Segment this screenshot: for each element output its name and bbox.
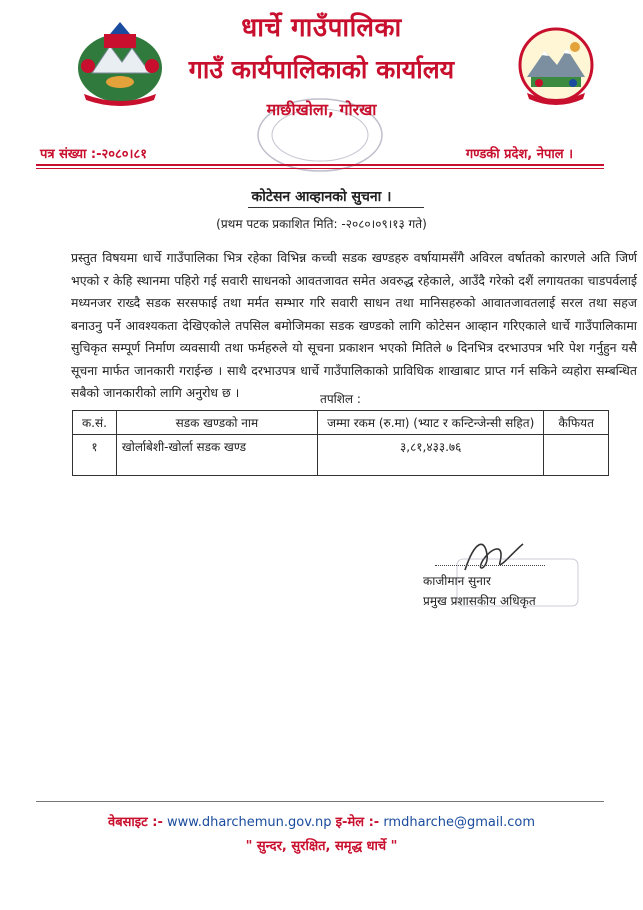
website-link[interactable]: www.dharchemun.gov.np bbox=[167, 815, 332, 830]
footer-contact bbox=[0, 812, 643, 830]
quotation-table bbox=[72, 410, 609, 476]
notice-body: प्रस्तुत विषयमा धार्चे गाउँपालिका भित्र रहेका विभिन्न कच्ची सडक खण्डहरु वर्षायामसँगै अविरल वर्षातको कारणले अति जिर्ण भएको र केहि स्थानमा पहिरो गई सवारी साधनको आवतजावत समेत अवरुद्ध रहेकाले, आउँदै गरेको दशैं लगायतका चाडपर्वलाई मध्यनजर राख्दै सडक सरसफाई तथा मर्मत सम्भार गरि सवारी साधन तथा मानिसहरुको आवातजावतलाई सरल तथा सहज बनाउनु पर्ने आवश्यकता देखिएकोले तपसिल बमोजिमका सडक खण्डको लागि कोटेसन आव्हान गरिएकाले धार्चे गाउँपालिकामा सुचिकृत सम्पूर्ण निर्माण व्यवसायी तथा फर्महरुले यो सूचना प्रकाशन भएको मितिले ७ दिनभित्र दरभाउपत्र भरि पेश गर्नुहुन यसै सूचना मार्फत जानकारी गराईन्छ । साथै दरभाउपत्र धार्चे गाउँपालिकाको प्राविधिक शाखाबाट प्राप्त गर्न सकिने व्यहोरा सम्बन्धित सबैको जानकारीको लागि अनुरोध छ । bbox=[71, 250, 637, 400]
notice-title: कोटेसन आव्हानको सुचना । bbox=[251, 189, 392, 205]
signature-line bbox=[435, 565, 545, 566]
office-address: माछीखोला, गोरखा bbox=[266, 100, 377, 119]
header-remarks: कैफियत bbox=[544, 411, 609, 435]
email-link[interactable]: rmdharche@gmail.com bbox=[383, 815, 535, 830]
cell-remarks bbox=[544, 435, 609, 476]
slogan: " सुन्दर, सुरक्षित, समृद्ध धार्चे " bbox=[245, 839, 398, 854]
header-amount: जम्मा रकम (रु.मा) (भ्याट र कन्टिन्जेन्सी सहित) bbox=[317, 411, 544, 435]
website-label: वेबसाइट :- bbox=[107, 815, 163, 830]
table-header-row bbox=[73, 411, 609, 435]
cell-road-name: खोर्लाबेशी-खोर्ला सडक खण्ड bbox=[116, 435, 317, 476]
table-row bbox=[73, 435, 609, 476]
cell-amount: ३,८१,४३३.७६ bbox=[317, 435, 544, 476]
signatory-title: प्रमुख प्रशासकीय अधिकृत bbox=[423, 594, 536, 608]
header-sn: क.सं. bbox=[73, 411, 117, 435]
municipality-name: धार्चे गाउँपालिका bbox=[241, 13, 402, 43]
title-underline bbox=[248, 207, 424, 208]
header-road-name: सडक खण्डको नाम bbox=[116, 411, 317, 435]
email-label: इ-मेल :- bbox=[335, 815, 380, 830]
header-divider bbox=[36, 164, 604, 166]
reference-number: पत्र संख्या :-२०८०।८१ bbox=[40, 147, 147, 162]
header-divider-thin bbox=[36, 168, 604, 169]
schedule-label: तपशिल : bbox=[320, 392, 361, 406]
footer-divider bbox=[36, 801, 604, 802]
signatory-name: काजीमान सुनार bbox=[423, 574, 491, 588]
publish-date: (प्रथम पटक प्रकाशित मिति: -२०८०।०९।१३ गते) bbox=[216, 217, 427, 231]
province-name: गण्डकी प्रदेश, नेपाल । bbox=[465, 147, 573, 162]
office-name: गाउँ कार्यपालिकाको कार्यालय bbox=[188, 55, 455, 84]
cell-sn: १ bbox=[73, 435, 117, 476]
